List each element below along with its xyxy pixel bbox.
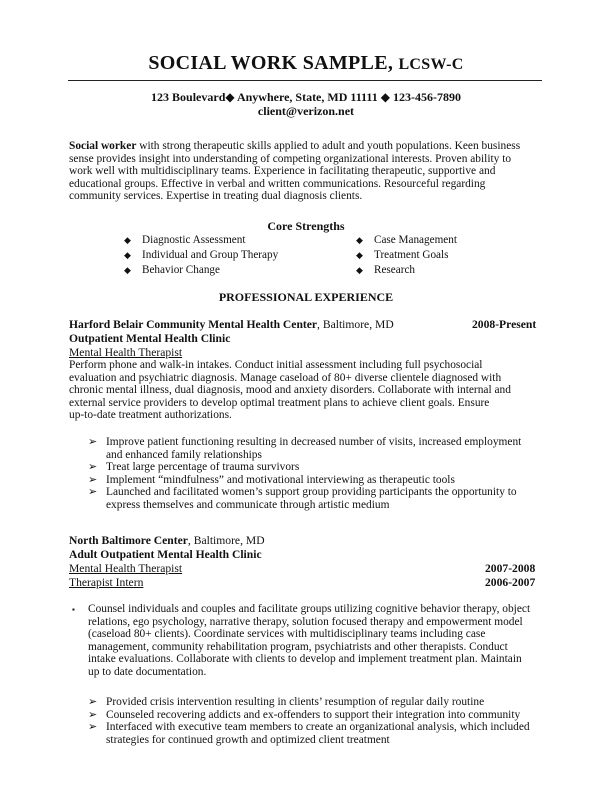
job2-dates1: 2007-2008: [485, 562, 536, 575]
arrow-icon: ➢: [88, 473, 98, 486]
bullet-line: Interfaced with executive team members to create an organizational analysis, which included: [106, 721, 530, 734]
core-strengths-heading: Core Strengths: [267, 219, 345, 233]
strength-item: [124, 249, 278, 261]
bullet-line: and enhanced family relationships: [106, 448, 262, 461]
job2-employer-line: [69, 534, 265, 547]
job2-location: , Baltimore, MD: [187, 534, 265, 547]
job2-dates2: 2006-2007: [485, 576, 536, 589]
job1-employer: Harford Belair Community Mental Health Center: [69, 318, 318, 331]
strength-item: [356, 249, 448, 261]
strength-label: Research: [374, 264, 415, 276]
arrow-icon: ➢: [88, 721, 98, 734]
job2-role2: Therapist Intern: [69, 576, 144, 589]
strength-label: Diagnostic Assessment: [142, 234, 246, 246]
summary-lead: Social worker: [69, 140, 137, 152]
experience-heading: PROFESSIONAL EXPERIENCE: [218, 290, 394, 304]
bullet-line: Counseled recovering addicts and ex-offenders to support their integration into community: [106, 708, 521, 721]
job1-desc-line: up-to-date treatment authorizations.: [69, 409, 232, 422]
job1-dates: 2008-Present: [472, 318, 537, 331]
summary-line: Counsel individuals and couples and facilitate groups utilizing cognitive behavior therapy, object: [88, 603, 531, 615]
job2-clinic: Adult Outpatient Mental Health Clinic: [69, 548, 262, 561]
job2-bullet-list: [88, 696, 548, 746]
bullet-line: Treat large percentage of trauma survivors: [106, 461, 300, 474]
list-item: [88, 474, 548, 487]
summary-line: management, community rehabilitation program, psychiatrists and other therapists. Conduct: [88, 640, 508, 653]
list-item: [88, 709, 548, 722]
job1-description: [69, 359, 539, 422]
square-bullet-icon: ▪: [72, 605, 75, 614]
bullet-line: Implement “mindfulness” and motivational interviewing as therapeutic tools: [106, 473, 455, 486]
job1-employer-line: [69, 318, 394, 331]
bullet-line: Launched and facilitated women’s support group providing participants the opportunity to: [106, 486, 517, 499]
bullet-line: Provided crisis intervention resulting in clients’ resumption of regular daily routine: [106, 696, 485, 708]
summary-paragraph: [69, 140, 539, 203]
diamond-icon: ◆: [356, 250, 363, 260]
summary-line: (caseload 80+ clients). Coordinate services with multidisciplinary teams including case: [88, 628, 486, 641]
diamond-icon: ◆: [124, 265, 131, 275]
list-item: [88, 486, 548, 511]
diamond-icon: ◆: [356, 235, 363, 245]
strength-label: Behavior Change: [142, 264, 220, 276]
job2-summary-item: [72, 603, 558, 679]
strength-item: [356, 234, 457, 246]
summary-line: community services. Expertise in treating dual diagnosis clients.: [69, 190, 363, 203]
strength-item: [124, 234, 245, 246]
arrow-icon: ➢: [88, 486, 98, 499]
summary-line: up to date documentation.: [88, 665, 207, 678]
job1-role: Mental Health Therapist: [69, 346, 183, 359]
strength-item: [124, 264, 220, 276]
title-text: SOCIAL WORK SAMPLE,: [148, 52, 394, 74]
job1-clinic: Outpatient Mental Health Clinic: [69, 332, 231, 345]
summary-line: with strong therapeutic skills applied to adult and youth populations. Keen business: [136, 140, 521, 152]
summary-line: intake evaluations. Collaborate with clients to develop and implement treatment plan. Maintain: [88, 653, 522, 666]
diamond-icon: ◆: [356, 265, 363, 275]
contact-email: client@verizon.net: [257, 104, 355, 118]
summary-line: educational groups. Effective in verbal and written communications. Resourceful regarding: [69, 177, 486, 190]
diamond-icon: ◆: [124, 235, 131, 245]
strength-label: Individual and Group Therapy: [142, 249, 279, 261]
summary-line: relations, ego psychology, narrative therapy, solution focused therapy and empowerment model: [88, 615, 523, 628]
strength-item: [356, 264, 415, 276]
strength-label: Case Management: [374, 234, 457, 246]
summary-line: work well with multidisciplinary teams. Experience in facilitating therapeutic, supportive and: [69, 165, 496, 178]
bullet-line: strategies for continued growth and optimized client treatment: [106, 733, 390, 746]
job1-desc-line: evaluation and psychiatric diagnosis. Manage caseload of 80+ diverse clientele diagnosed with: [69, 371, 502, 384]
list-item: [88, 436, 548, 461]
job1-bullet-list: [88, 436, 548, 512]
bullet-line: Improve patient functioning resulting in decreased number of visits, increased employment: [106, 436, 522, 448]
header-rule: [68, 80, 542, 81]
arrow-icon: ➢: [88, 696, 98, 708]
job1-desc-line: external service providers to develop optimal treatment plans to achieve client goals. Ensure: [69, 396, 490, 409]
job1-desc-line: chronic mental illness, dual diagnosis, mood and anxiety disorders. Collaborate with internal and: [69, 384, 511, 397]
arrow-icon: ➢: [88, 708, 98, 721]
strength-label: Treatment Goals: [374, 249, 449, 261]
summary-line: sense provides insight into understanding of competing organizational interests. Proven ability to: [69, 152, 512, 165]
title-suffix: LCSW-C: [398, 56, 464, 73]
job1-location: , Baltimore, MD: [317, 318, 394, 331]
job1-desc-line: Perform phone and walk-in intakes. Conduct initial assessment including full psychosocial: [69, 359, 483, 371]
job2-role1: Mental Health Therapist: [69, 562, 183, 575]
contact-address: 123 Boulevard◆ Anywhere, State, MD 11111 ◆ 123-456-7890: [151, 90, 461, 104]
list-item: [88, 721, 548, 746]
list-item: [88, 461, 548, 474]
arrow-icon: ➢: [88, 461, 98, 474]
diamond-icon: ◆: [124, 250, 131, 260]
list-item: [88, 696, 548, 709]
job2-employer: North Baltimore Center: [69, 534, 188, 547]
page-title: [0, 52, 612, 75]
arrow-icon: ➢: [88, 436, 98, 448]
bullet-line: express themselves and communicate through artistic medium: [106, 498, 390, 511]
